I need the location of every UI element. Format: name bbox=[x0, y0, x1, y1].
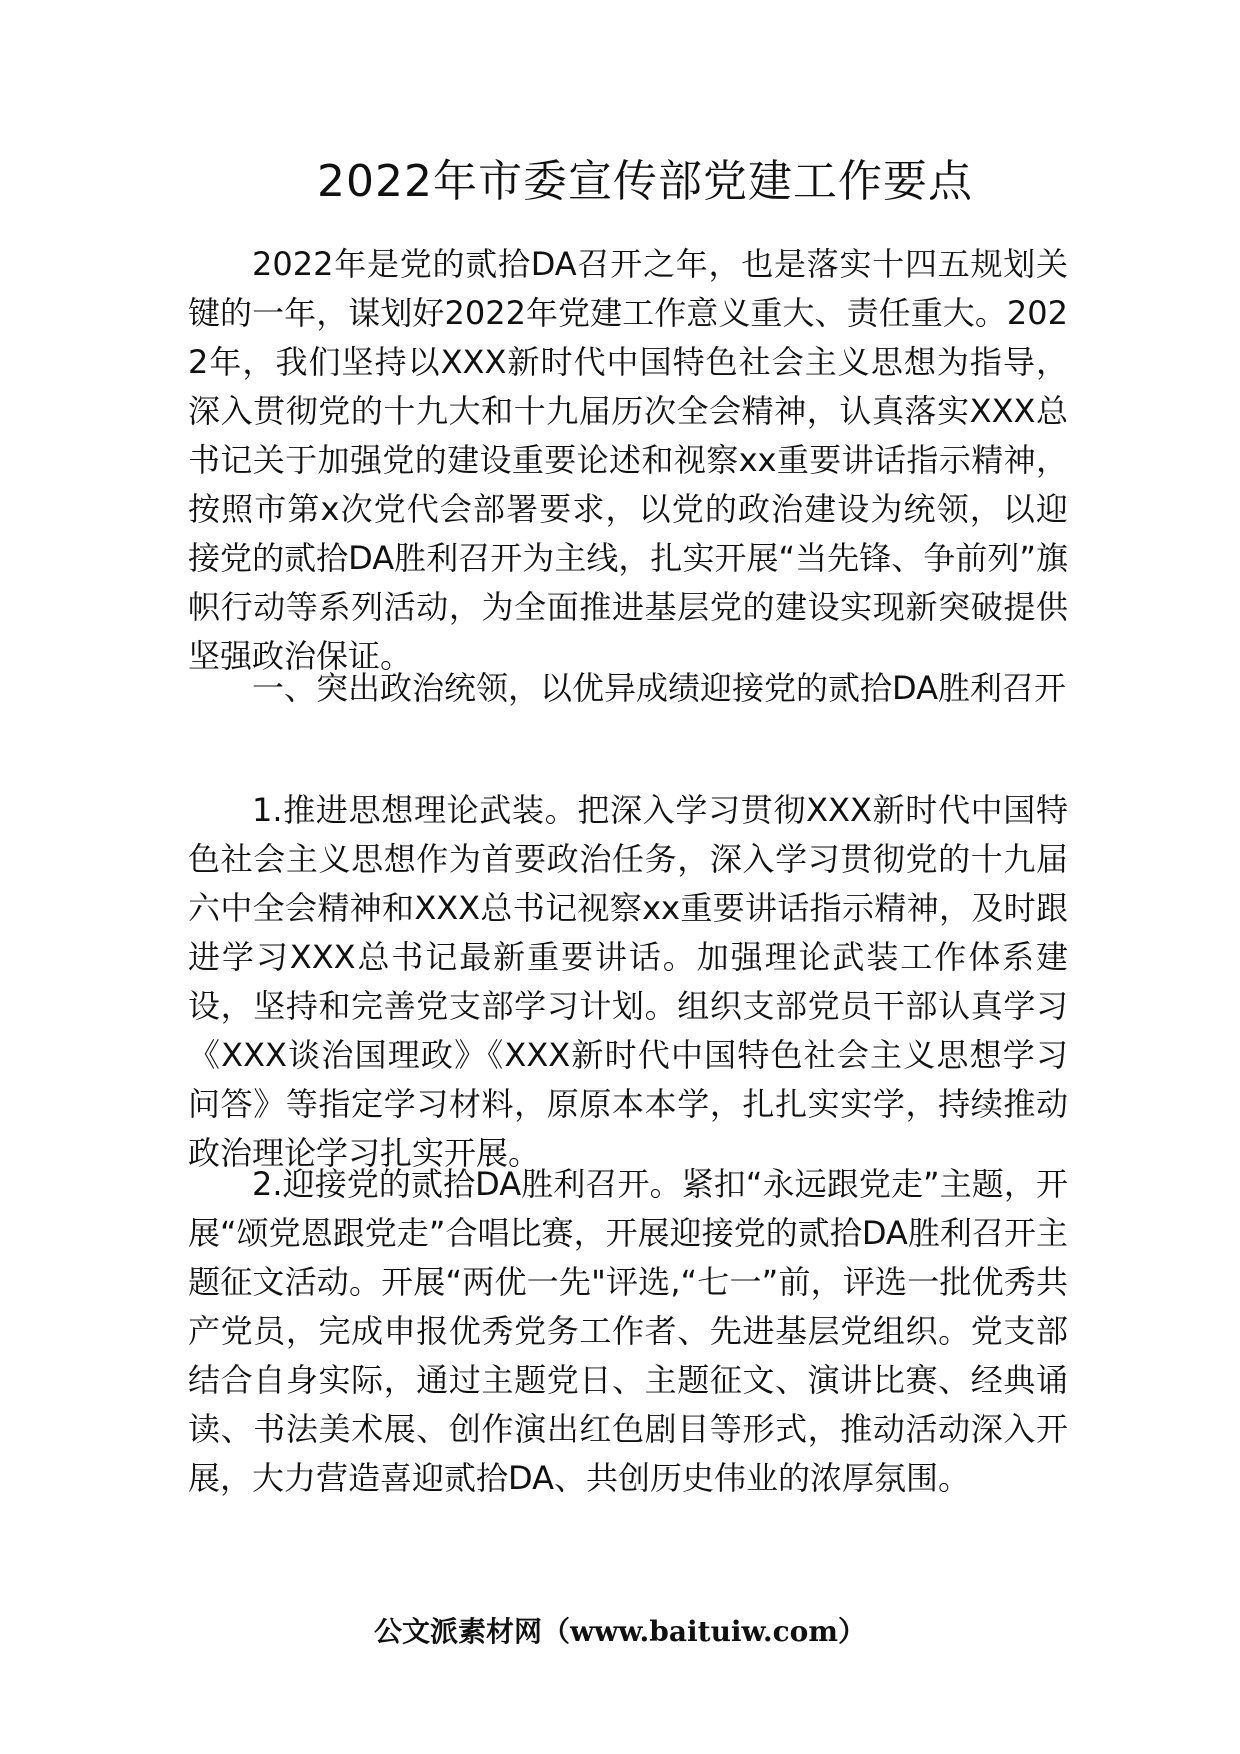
item-2-paragraph: 2.迎接党的贰拾DA胜利召开。紧扣“永远跟党走”主题，开展“颂党恩跟党走”合唱比赛，开展迎接党的贰拾DA胜利召开主题征文活动。开展“两优一先"评选,“七一”前，评选一批优秀共产党员，完成申报优秀党务工作者、先进基层党组织。党支部结合自身实际，通过主题党日、主题征文、演讲比赛、经典诵读、书法美术展、创作演出红色剧目等形式，推动活动深入开展，大力营造喜迎贰拾DA、共创历史伟业的浓厚氛围。 bbox=[188, 1165, 1068, 1497]
section-heading: 一、突出政治统领，以优异成绩迎接党的贰拾DA胜利召开 bbox=[252, 669, 1066, 707]
intro-paragraph: 2022年是党的贰拾DA召开之年，也是落实十四五规划关键的一年，谋划好2022年党建工作意义重大、责任重大。2022年，我们坚持以XXX新时代中国特色社会主义思想为指导，深入贯彻党的十九大和十九届历次全会精神，认真落实XXX总书记关于加强党的建设重要论述和视察xx重要讲话指示精神，按照市第x次党代会部署要求，以党的政治建设为统领，以迎接党的贰拾DA胜利召开为主线，扎实开展“当先锋、争前列”旗帜行动等系列活动，为全面推进基层党的建设实现新突破提供坚强政治保证。 bbox=[188, 245, 1068, 675]
document-title: 2022年市委宣传部党建工作要点 bbox=[317, 156, 973, 207]
page-footer: 公文派素材网（www.baituiw.com） bbox=[374, 1615, 866, 1648]
item-1-paragraph: 1.推进思想理论武装。把深入学习贯彻XXX新时代中国特色社会主义思想作为首要政治任务，深入学习贯彻党的十九届六中全会精神和XXX总书记视察xx重要讲话指示精神，及时跟进学习XXX总书记最新重要讲话。加强理论武装工作体系建设，坚持和完善党支部学习计划。组织支部党员干部认真学习《XXX谈治国理政》《XXX新时代中国特色社会主义思想学习问答》等指定学习材料，原原本本学，扎扎实实学，持续推动政治理论学习扎实开展。 bbox=[188, 791, 1068, 1172]
